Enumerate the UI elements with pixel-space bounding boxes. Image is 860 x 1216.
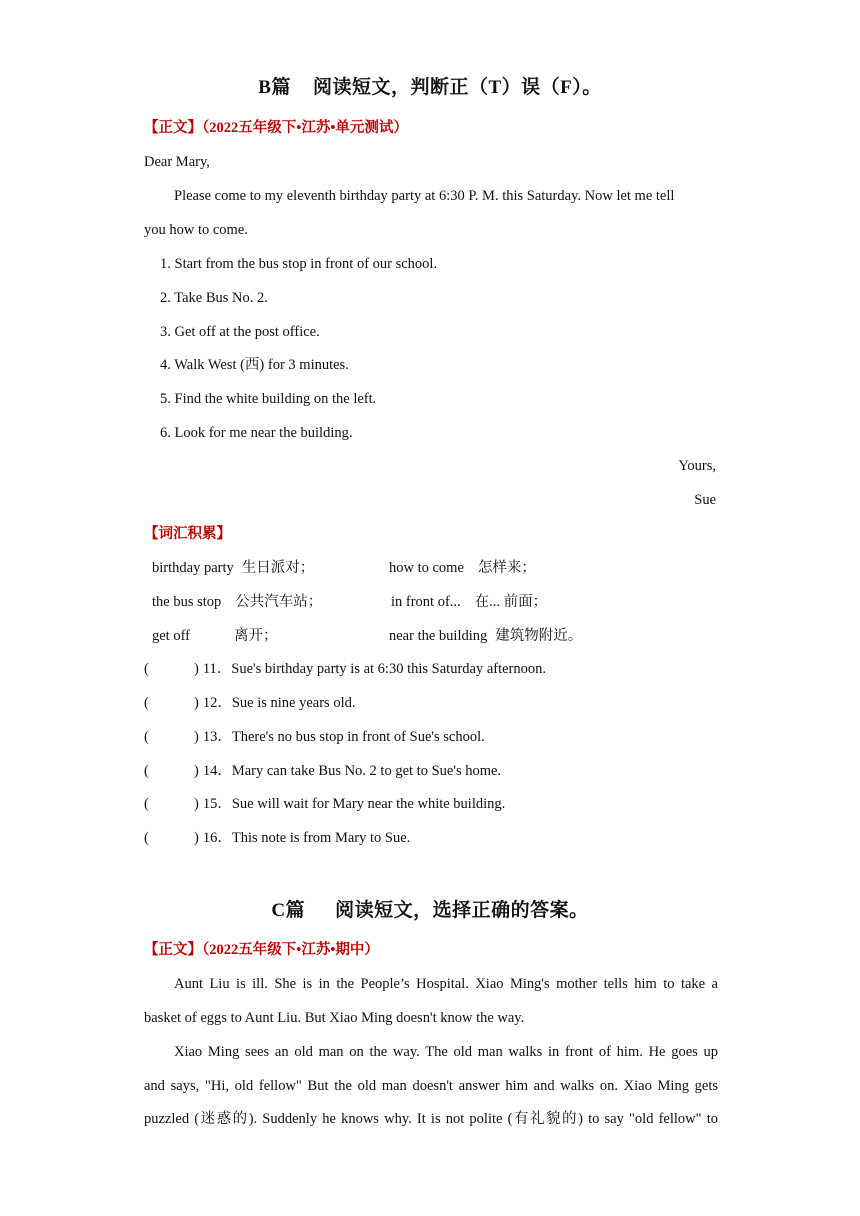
vocab-cn: 怎样来； <box>477 560 536 576</box>
letter-salutation: Dear Mary, <box>144 154 210 170</box>
vocab-en: birthday party <box>152 560 234 576</box>
letter-body-line: Please come to my eleventh birthday party at 6:30 P. M. this Saturday. Now let me tell <box>174 188 675 204</box>
question-row <box>144 761 501 781</box>
vocab-cn: 生日派对； <box>241 560 315 576</box>
question-text: 15．Sue will wait for Mary near the white building. <box>202 796 506 812</box>
passage-line: Aunt Liu is ill. She is in the People’s Hospital. Xiao Ming's mother tells him to take a <box>174 976 718 992</box>
vocab-en: near the building <box>389 628 488 644</box>
answer-blank-close: ) <box>194 729 199 745</box>
section-c-label: C篇 <box>271 900 306 921</box>
vocab-item <box>391 592 547 612</box>
answer-blank-close: ) <box>194 763 199 779</box>
section-b-label: B篇 <box>258 77 291 98</box>
section-b-title <box>0 75 860 101</box>
vocab-item <box>389 626 582 646</box>
vocab-en: in front of... <box>391 594 461 610</box>
letter-step: 4. Walk West (西) for 3 minutes. <box>160 357 349 373</box>
letter-signature: Sue <box>694 492 716 508</box>
question-text: 14．Mary can take Bus No. 2 to get to Sue's home. <box>202 763 502 779</box>
vocab-cn: 在... 前面； <box>474 594 548 610</box>
question-row <box>144 828 410 848</box>
answer-blank[interactable]: ( <box>144 763 149 779</box>
letter-step: 1. Start from the bus stop in front of our school. <box>160 256 438 272</box>
source-info: （2022五年级下•江苏•期中） <box>202 942 379 958</box>
passage-line: Xiao Ming sees an old man on the way. The old man walks in front of him. He goes up <box>174 1044 718 1060</box>
question-text: 12．Sue is nine years old. <box>202 695 356 711</box>
letter-step: 2. Take Bus No. 2. <box>160 290 268 306</box>
question-text: 11．Sue's birthday party is at 6:30 this Saturday afternoon. <box>202 661 547 677</box>
answer-blank[interactable]: ( <box>144 729 149 745</box>
question-row <box>144 659 546 679</box>
vocab-heading: 【词汇积累】 <box>144 526 231 542</box>
vocab-item <box>152 592 322 612</box>
section-b-instruction: 阅读短文，判断正（T）误（F）。 <box>312 77 602 98</box>
answer-blank-close: ) <box>194 695 199 711</box>
source-tag: 【正文】 <box>144 942 202 958</box>
question-text: 16．This note is from Mary to Sue. <box>202 830 411 846</box>
section-c-instruction: 阅读短文，选择正确的答案。 <box>335 900 589 921</box>
passage-line: and says, "Hi, old fellow" But the old man doesn't answer him and walks on. Xiao Ming gets <box>144 1078 718 1094</box>
letter-step: 5. Find the white building on the left. <box>160 391 377 407</box>
answer-blank[interactable]: ( <box>144 830 149 846</box>
vocab-cn: 离开； <box>234 628 278 644</box>
letter-closing: Yours, <box>678 458 716 474</box>
question-row <box>144 727 485 747</box>
question-row <box>144 794 505 814</box>
vocab-cn: 建筑物附近。 <box>495 628 583 644</box>
vocab-item <box>389 558 536 578</box>
letter-step: 3. Get off at the post office. <box>160 324 320 340</box>
vocab-en: how to come <box>389 560 464 576</box>
answer-blank-close: ) <box>194 830 199 846</box>
question-text: 13．There's no bus stop in front of Sue's school. <box>202 729 485 745</box>
answer-blank[interactable]: ( <box>144 695 149 711</box>
passage-line: basket of eggs to Aunt Liu. But Xiao Ming doesn't know the way. <box>144 1010 525 1026</box>
question-row <box>144 693 355 713</box>
source-info: （2022五年级下•江苏•单元测试） <box>202 120 408 136</box>
source-tag: 【正文】 <box>144 120 202 136</box>
vocab-en: get off <box>152 628 190 644</box>
section-b-source <box>144 118 408 138</box>
section-c-title <box>0 898 860 924</box>
answer-blank-close: ) <box>194 661 199 677</box>
passage-line: puzzled (迷惑的). Suddenly he knows why. It is not polite (有礼貌的) to say "old fellow" to <box>144 1111 718 1127</box>
vocab-item <box>152 558 314 578</box>
vocab-cn: 公共汽车站； <box>235 594 323 610</box>
section-c-source <box>144 940 379 960</box>
answer-blank[interactable]: ( <box>144 796 149 812</box>
vocab-en: the bus stop <box>152 594 222 610</box>
letter-step: 6. Look for me near the building. <box>160 425 353 441</box>
answer-blank[interactable]: ( <box>144 661 149 677</box>
vocab-item <box>152 626 278 646</box>
letter-body-line: you how to come. <box>144 222 248 238</box>
answer-blank-close: ) <box>194 796 199 812</box>
